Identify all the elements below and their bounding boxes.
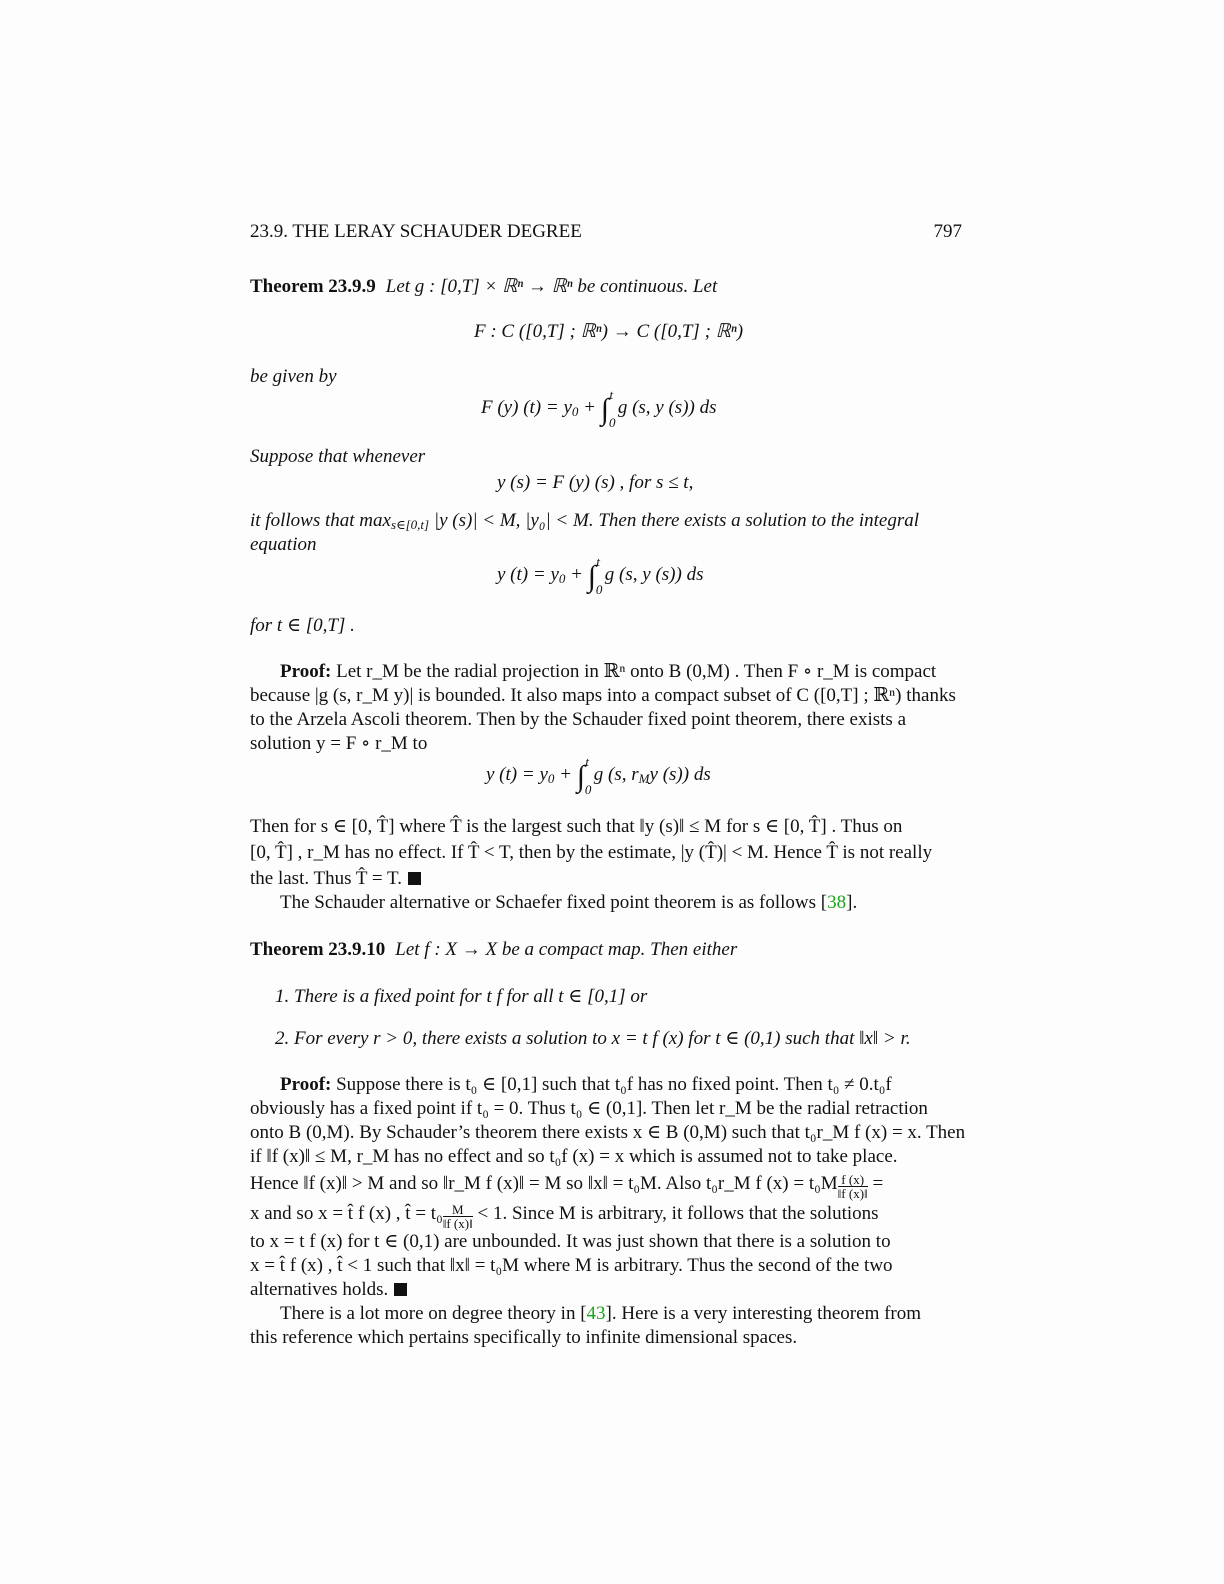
proof1-text1: Let r_M be the radial projection in ℝⁿ onto B (0,M) . Then F ∘ r_M is compact bbox=[331, 661, 937, 682]
theorem-label: Theorem 23.9.9 bbox=[250, 276, 376, 297]
alt-end: ]. bbox=[846, 892, 858, 913]
alt-text: The Schauder alternative or Schaefer fixed point theorem is as follows [ bbox=[280, 892, 828, 913]
equation-condition: y (s) = F (y) (s) , for s ≤ t, bbox=[497, 472, 694, 493]
proof2-line3: onto B (0,M). By Schauder’s theorem there exists x ∈ B (0,M) such that t₀r_M f (x) = x. Then bbox=[250, 1122, 966, 1143]
follows-line bbox=[250, 509, 962, 533]
running-header bbox=[250, 220, 962, 244]
proof1-line7: [0, T̂] , r_M has no effect. If T̂ < T, then by the estimate, |y (T̂)| < M. Hence T̂ is not really bbox=[250, 842, 933, 863]
proof1-line2: because |g (s, r_M y)| is bounded. It also maps into a compact subset of C ([0,T] ; ℝⁿ) thanks bbox=[250, 685, 956, 706]
equation-retracted-integral: y $(t) = y_0 + \int_0^t$ g (s, $r_My$ (s)) ds bbox=[486, 754, 711, 797]
closing-line2: this reference which pertains specifically to infinite dimensional spaces. bbox=[250, 1327, 798, 1348]
proof2-text9: alternatives holds. bbox=[250, 1279, 389, 1300]
proof2-line7: to x = t f (x) for t ∈ (0,1) are unbounded. It was just shown that there is a solution to bbox=[250, 1231, 891, 1252]
proof2-line5: Hence ‖f (x)‖ > M and so ‖r_M f (x)‖ = M so ‖x‖ = t₀M. Also t₀r_M f (x) = t₀M $\frac{f (x)}{‖f (x)‖}$ = bbox=[250, 1172, 884, 1201]
proof2-text6b: < 1. Since M is arbitrary, it follows that the solutions bbox=[477, 1203, 879, 1224]
equation-integral: y $(t) = y_0 + \int_0^t$ g (s, y (s)) ds bbox=[497, 554, 704, 597]
qed-box-icon bbox=[408, 872, 421, 885]
alternative-item-1: 1. There is a fixed point for t f for all t ∈ [0,1] or bbox=[275, 986, 648, 1007]
for-t-text: for t ∈ [0,T] . bbox=[250, 615, 355, 636]
max-subscript: s∈[0,t] bbox=[390, 517, 430, 532]
fraction-M-over-norm: $\frac{M}{‖f (x)‖}$ bbox=[442, 1202, 473, 1231]
suppose-text: Suppose that whenever bbox=[250, 446, 426, 467]
proof1-line3: to the Arzela Ascoli theorem. Then by the Schauder fixed point theorem, there exists a bbox=[250, 709, 907, 730]
theorem-label: Theorem 23.9.10 bbox=[250, 939, 386, 960]
citation-43[interactable]: 43 bbox=[586, 1303, 606, 1324]
proof2-line4: if ‖f (x)‖ ≤ M, r_M has no effect and so t₀f (x) = x which is assumed not to take place. bbox=[250, 1146, 898, 1167]
proof1-line1 bbox=[250, 660, 962, 684]
theorem-text: Let g : [0,T] × ℝⁿ → ℝⁿ be continuous. Let bbox=[385, 276, 718, 297]
equation-F-definition: F (y) $(t) = y_0 + \int_0^t$ g (s, y (s)) ds bbox=[481, 387, 717, 430]
proof-label: Proof: bbox=[280, 1074, 332, 1095]
proof2-text1: Suppose there is t₀ ∈ [0,1] such that t₀f has no fixed point. Then t₀ ≠ 0.t₀f bbox=[331, 1074, 892, 1095]
qed-box-icon bbox=[394, 1283, 407, 1296]
page-number: 797 bbox=[933, 221, 962, 242]
section-title: 23.9. THE LERAY SCHAUDER DEGREE bbox=[250, 221, 582, 242]
proof2-line8: x = t̂ f (x) , t̂ < 1 such that ‖x‖ = t₀M where M is arbitrary. Thus the second of the two bbox=[250, 1255, 893, 1276]
proof2-line9 bbox=[250, 1278, 962, 1302]
schauder-alternative-line bbox=[250, 891, 962, 915]
proof2-line2: obviously has a fixed point if t₀ = 0. Thus t₀ ∈ (0,1]. Then let r_M be the radial retraction bbox=[250, 1098, 928, 1119]
proof-label: Proof: bbox=[280, 661, 332, 682]
closing-text1: There is a lot more on degree theory in [ bbox=[280, 1303, 587, 1324]
proof2-text6a: x and so x = t̂ f (x) , t̂ = t₀ bbox=[250, 1203, 443, 1224]
fraction-fx-over-norm: $\frac{f (x)}{‖f (x)‖}$ bbox=[837, 1172, 868, 1201]
theorem-text: Let f : X → X be a compact map. Then either bbox=[395, 939, 738, 960]
proof2-line6 bbox=[250, 1202, 962, 1230]
proof1-line6: Then for s ∈ [0, T̂] where T̂ is the largest such that ‖y (s)‖ ≤ M for s ∈ [0, T̂] . Thus on bbox=[250, 816, 903, 837]
given-by-text: be given by bbox=[250, 366, 337, 387]
closing-line1 bbox=[250, 1302, 962, 1326]
proof1-line4: solution y = F ∘ r_M to bbox=[250, 733, 428, 754]
theorem-23-9-10-statement bbox=[250, 938, 962, 962]
theorem-23-9-9-statement bbox=[250, 275, 962, 299]
proof1-text8: the last. Thus T̂ = T. bbox=[250, 868, 402, 889]
proof1-line8 bbox=[250, 867, 962, 891]
follows-text: it follows that max bbox=[250, 510, 391, 531]
follows-rest: |y (s)| < M, |y₀| < M. Then there exists a solution to the integral bbox=[429, 510, 919, 531]
closing-text1-end: ]. Here is a very interesting theorem from bbox=[605, 1303, 922, 1324]
proof2-line1 bbox=[250, 1073, 962, 1097]
equation-F-map: F : C ([0,T] ; ℝⁿ) → C ([0,T] ; ℝⁿ) bbox=[474, 321, 744, 342]
proof2-text5: Hence ‖f (x)‖ > M and so ‖r_M f (x)‖ = M so ‖x‖ = t₀M. Also t₀r_M f (x) = t₀M bbox=[250, 1173, 838, 1194]
equation-word: equation bbox=[250, 534, 317, 555]
alternative-item-2: 2. For every r > 0, there exists a solution to x = t f (x) for t ∈ (0,1) such that ‖x‖ > r. bbox=[275, 1028, 911, 1049]
citation-38[interactable]: 38 bbox=[827, 892, 847, 913]
